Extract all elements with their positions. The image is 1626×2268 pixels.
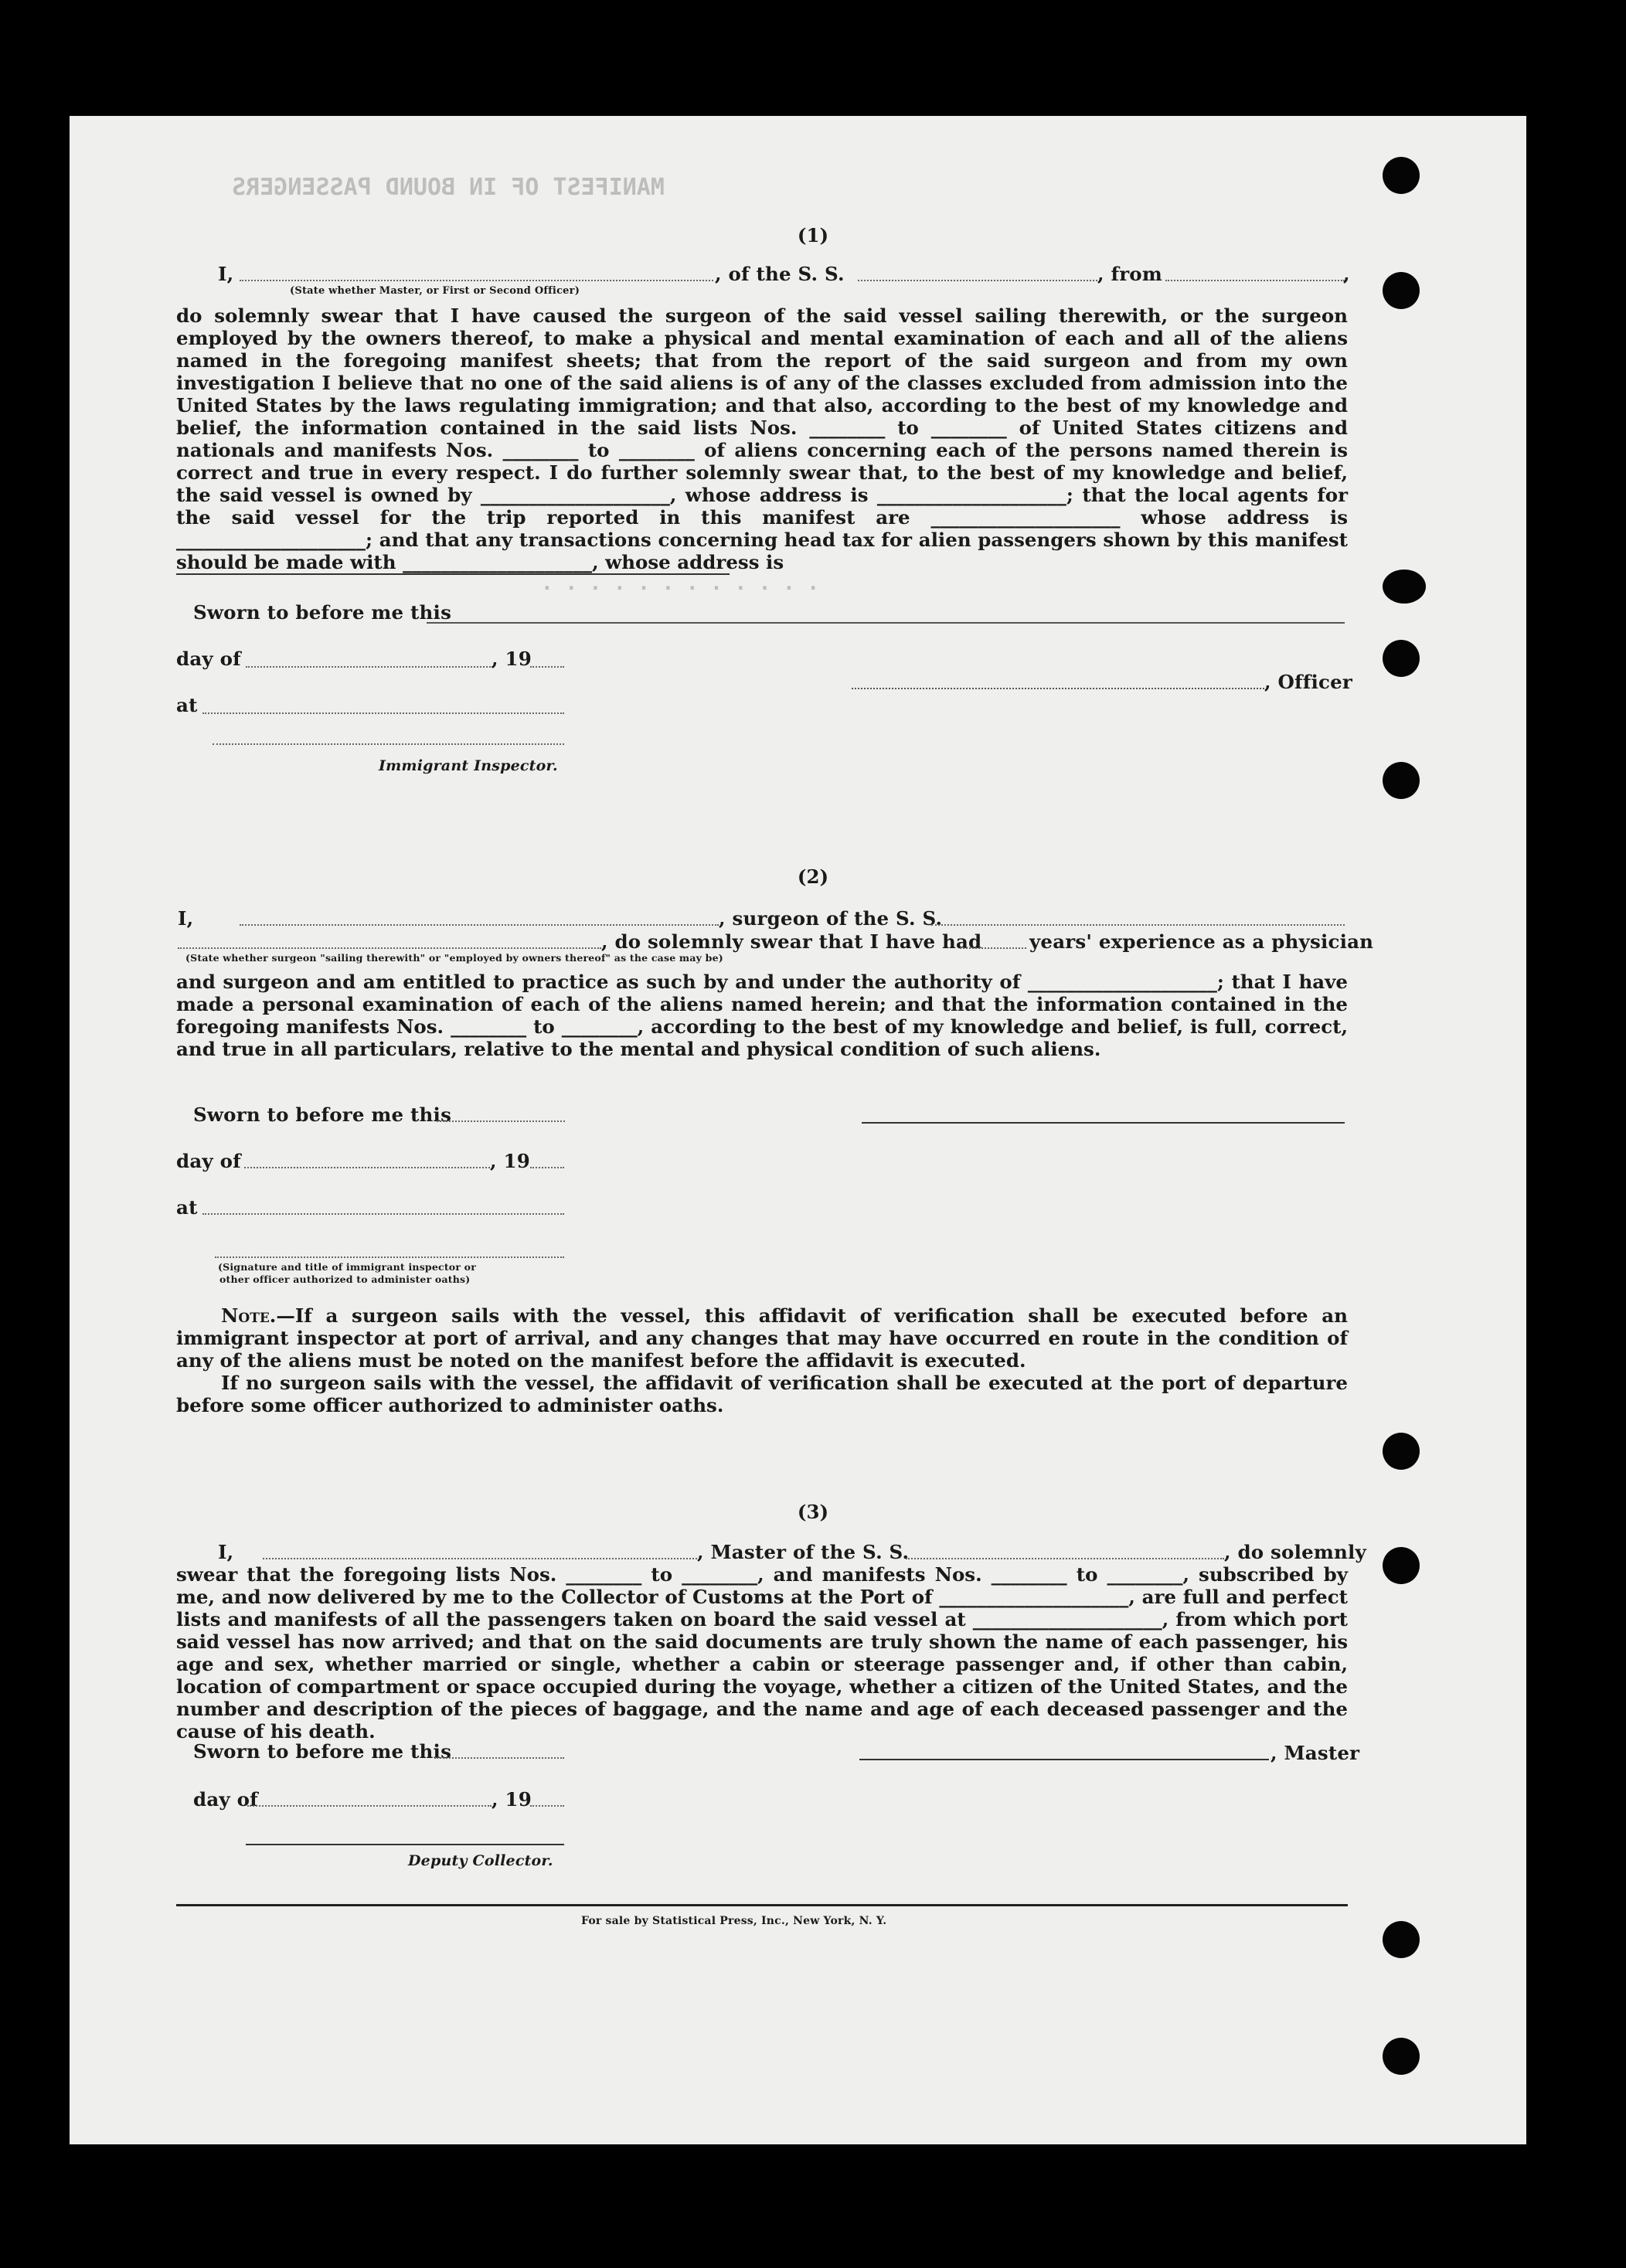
sig-note-1: (Signature and title of immigrant inspector or	[218, 1261, 477, 1273]
inspector-signature-line[interactable]	[213, 743, 564, 745]
s3-day-of: day of	[193, 1788, 258, 1811]
s3-master-of: , Master of the S. S.	[697, 1541, 910, 1563]
binder-hole	[1383, 157, 1420, 194]
s1-of-ss: , of the S. S.	[715, 263, 845, 285]
bleed-through-mark: . . . . . . . . . . . .	[541, 572, 820, 595]
s2-at-line[interactable]	[202, 1213, 564, 1215]
surgeon-name-line[interactable]	[240, 924, 719, 926]
s2-years: years' experience as a physician	[1029, 930, 1374, 953]
s3-sworn-line[interactable]	[434, 1757, 564, 1759]
binder-hole	[1383, 272, 1420, 309]
s3-year-line[interactable]	[530, 1805, 564, 1807]
from-port-line[interactable]	[1165, 280, 1345, 281]
s1-i: I,	[218, 263, 234, 285]
s2-inspector-signature-line[interactable]	[215, 1256, 564, 1258]
binder-hole	[1383, 570, 1426, 604]
s1-day-of: day of	[176, 648, 241, 670]
vessel-name-line[interactable]	[858, 280, 1097, 281]
master-name-line[interactable]	[263, 1558, 697, 1559]
officer-name-line[interactable]	[240, 280, 713, 281]
s1-comma: ,	[1343, 263, 1350, 285]
s2-sworn: Sworn to before me this	[193, 1103, 452, 1126]
surgeon-signature-line[interactable]	[862, 1122, 1345, 1124]
officer-signature-line[interactable]	[852, 688, 1264, 689]
collector-signature-line[interactable]	[246, 1844, 564, 1845]
s2-year-line[interactable]	[530, 1167, 564, 1168]
s2-surgeon-of: , surgeon of the S. S.	[719, 907, 943, 930]
binder-hole	[1383, 762, 1420, 799]
surgeon-note: (State whether surgeon "sailing therewith" or "employed by owners thereof" as the case may be)	[185, 952, 723, 964]
master-signature-line[interactable]	[859, 1759, 1269, 1760]
binder-hole	[1383, 640, 1420, 677]
sworn-date-line[interactable]	[427, 622, 1345, 624]
years-line[interactable]	[960, 947, 1026, 949]
section-1-number: (1)	[797, 224, 829, 247]
surgeon-status-line[interactable]	[178, 947, 601, 949]
bleed-through-mark: MANIFEST OF IN BOUND PASSENGERS	[232, 174, 665, 201]
s1-nineteen: , 19	[492, 648, 532, 670]
s2-day-of: day of	[176, 1150, 241, 1172]
section-2-body: and surgeon and am entitled to practice as such by and under the authority of ____________________; that I have made a personal examination of each of the aliens named herein; and that the information contained in the foregoing manifests Nos. ________ to ________, according to the best of my knowledge and belief, is full, correct, and true in all particulars, relative to the mental and physical condition of such aliens.	[176, 971, 1348, 1060]
sig-note-2: other officer authorized to administer oaths)	[219, 1273, 471, 1285]
note-block	[176, 1304, 1348, 1416]
address-line[interactable]	[176, 573, 730, 575]
s1-officer: , Officer	[1264, 671, 1352, 693]
binder-hole	[1383, 2038, 1420, 2075]
footer-rule	[176, 1904, 1348, 1906]
year-line[interactable]	[530, 666, 564, 668]
day-line[interactable]	[246, 666, 493, 668]
note-text-2: If no surgeon sails with the vessel, the affidavit of verification shall be executed at the port of departure before some officer authorized to administer oaths.	[176, 1372, 1348, 1416]
section-1-body: do solemnly swear that I have caused the surgeon of the said vessel sailing therewith, or the surgeon employed by the owners thereof, to make a physical and mental examination of each and all of the aliens named in the foregoing manifest sheets; that from the report of the said surgeon and from my own investigation I believe that no one of the said aliens is of any of the classes excluded from admission into the United States by the laws regulating immigration; and that also, according to the best of my knowledge and belief, the information contained in the said lists Nos. ________ to ________ of United States citizens and nationals and manifests Nos. ________ to ________ of aliens concerning each of the persons named therein is correct and true in every respect. I do further solemnly swear that, to the best of my knowledge and belief, the said vessel is owned by ____________________, whose address is ____________________; that the local agents for the said vessel for the trip reported in this manifest are ____________________ whose address is ____________________; and that any transactions concerning head tax for alien passengers shown by this manifest should be made with ____________________, whose address is	[176, 304, 1348, 573]
officer-note: (State whether Master, or First or Second Officer)	[290, 285, 580, 297]
footer-printer: For sale by Statistical Press, Inc., New York, N. Y.	[581, 1915, 887, 1927]
section-2-number: (2)	[797, 865, 829, 888]
s3-day-line[interactable]	[247, 1805, 492, 1807]
s1-at: at	[176, 694, 198, 716]
s1-from: , from	[1097, 263, 1162, 285]
collector-title: Deputy Collector.	[408, 1852, 553, 1869]
s3-vessel-line[interactable]	[906, 1558, 1224, 1559]
s3-master: , Master	[1271, 1742, 1360, 1764]
s2-sworn-line[interactable]	[437, 1120, 565, 1122]
binder-hole	[1383, 1433, 1420, 1470]
s3-sworn: Sworn to before me this	[193, 1740, 452, 1763]
note-label: Note.	[221, 1304, 277, 1327]
note-text: —If a surgeon sails with the vessel, this affidavit of verification shall be executed before an immigrant inspector at port of arrival, and any changes that may have occurred en route in the condition of any of the aliens must be noted on the manifest before the affidavit is executed.	[176, 1304, 1348, 1372]
s2-i: I,	[178, 907, 194, 930]
s2-swear: , do solemnly swear that I have had	[601, 930, 982, 953]
s2-nineteen: , 19	[490, 1150, 530, 1172]
s3-do-solemnly: , do solemnly	[1224, 1541, 1366, 1563]
inspector-title: Immigrant Inspector.	[379, 757, 558, 774]
s2-vessel-line[interactable]	[931, 924, 1345, 926]
s1-sworn: Sworn to before me this	[193, 601, 452, 624]
binder-hole	[1383, 1547, 1420, 1584]
section-3-body: swear that the foregoing lists Nos. ________ to ________, and manifests Nos. ________ to ________, subscribed by me, and now delivered by me to the Collector of Customs at the Port of ____________________, are full and perfect lists and manifests of all the passengers taken on board the said vessel at ____________________, from which port said vessel has now arrived; and that on the said documents are truly shown the name of each passenger, his age and sex, whether married or single, whether a cabin or steerage passenger and, if other than cabin, location of compartment or space occupied during the voyage, whether a citizen of the United States, and the number and description of the pieces of baggage, and the name and age of each deceased passenger and the cause of his death.	[176, 1563, 1348, 1743]
s3-i: I,	[218, 1541, 234, 1563]
s2-day-line[interactable]	[244, 1167, 490, 1168]
binder-hole	[1383, 1921, 1420, 1958]
section-3-number: (3)	[797, 1501, 829, 1523]
s3-nineteen: , 19	[492, 1788, 532, 1811]
s2-at: at	[176, 1196, 198, 1219]
at-line[interactable]	[202, 712, 564, 714]
